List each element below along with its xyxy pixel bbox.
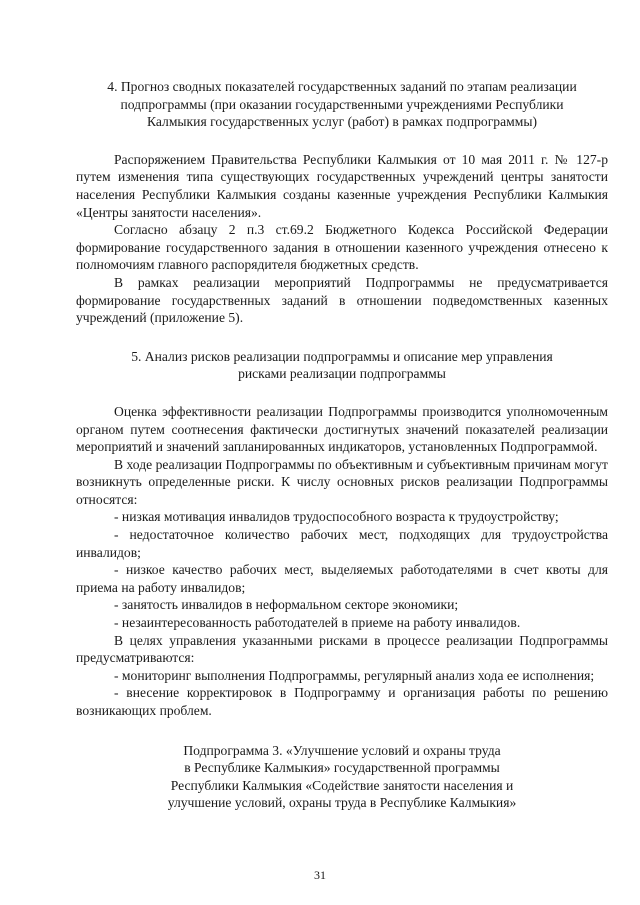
title-line: в Республике Калмыкия» государственной программы (184, 760, 500, 776)
measure-item: - внесение корректировок в Подпрограмму и организация работы по решению возникающих проблем. (76, 685, 608, 718)
heading-line: рисками реализации подпрограммы (238, 366, 446, 382)
title-line: Подпрограмма 3. «Улучшение условий и охраны труда (183, 742, 501, 758)
risk-item: - низкая мотивация инвалидов трудоспособного возраста к трудоустройству; (114, 509, 559, 525)
section-4-paragraph: Распоряжением Правительства Республики Калмыкия от 10 мая 2011 г. № 127-р путем изменения типа существующих государственных учреждений центры занятости населения Республики Калмыкия созданы казенные учреждения Республики Калмыкия «Центры занятости населения». (76, 151, 608, 220)
section-5-paragraph: Оценка эффективности реализации Подпрограммы производится уполномоченным органом путем соотнесения фактически достигнутых значений показателей реализации мероприятий и значений запланированных индикаторов, установленных Подпрограммой. (76, 403, 608, 455)
subprogram-3-title (76, 742, 608, 812)
heading-line: Калмыкия государственных услуг (работ) в рамках подпрограммы) (147, 114, 537, 130)
title-line: улучшение условий, охраны труда в Республике Калмыкия» (167, 795, 517, 811)
section-4-paragraph: В рамках реализации мероприятий Подпрограммы не предусматривается формирование государственных заданий в отношении подведомственных казенных учреждений (приложение 5). (76, 274, 608, 326)
section-4-paragraph: Согласно абзацу 2 п.3 ст.69.2 Бюджетного Кодекса Российской Федерации формирование государственного задания в отношении казенного учреждения отнесено к полномочиям главного распорядителя бюджетных средств. (76, 222, 608, 273)
title-line: Республики Калмыкия «Содействие занятости населения и (170, 777, 514, 793)
page-number: 31 (314, 868, 326, 882)
section-4-heading (76, 78, 608, 131)
risk-item: - занятость инвалидов в неформальном секторе экономики; (114, 597, 459, 613)
heading-line: 5. Анализ рисков реализации подпрограммы и описание мер управления (131, 348, 553, 364)
section-5-paragraph: В целях управления указанными рисками в процессе реализации Подпрограммы предусматриваются: (76, 632, 608, 666)
page-body (76, 78, 608, 812)
risk-item: - недостаточное количество рабочих мест, подходящих для трудоустройства инвалидов; (76, 527, 608, 560)
measure-item: - мониторинг выполнения Подпрограммы, регулярный анализ хода ее исполнения; (114, 667, 595, 683)
section-5-paragraph: В ходе реализации Подпрограммы по объективным и субъективным причинам могут возникнуть определенные риски. К числу основных рисков реализации Подпрограммы относятся: (76, 456, 608, 507)
section-5-heading (76, 348, 608, 383)
risk-item: - незаинтересованность работодателей в приеме на работу инвалидов. (114, 615, 521, 631)
heading-line: 4. Прогноз сводных показателей государственных заданий по этапам реализации (107, 79, 577, 94)
risk-item: - низкое качество рабочих мест, выделяемых работодателями в счет квоты для приема на работу инвалидов; (76, 562, 608, 595)
heading-line: подпрограммы (при оказании государственными учреждениями Республики (120, 96, 564, 112)
